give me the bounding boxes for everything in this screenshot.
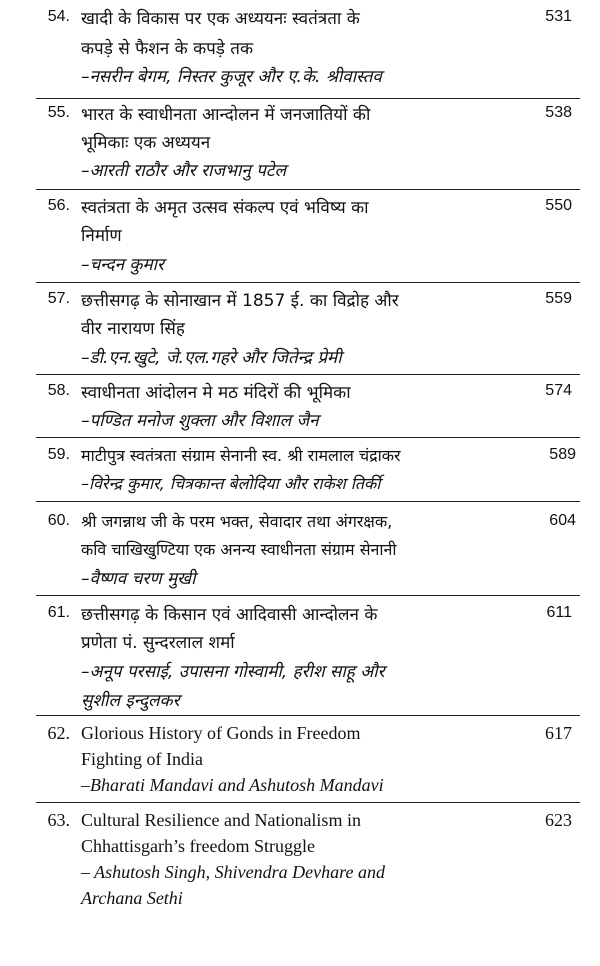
entry-number: 61. [47, 604, 70, 621]
entry-number: 57. [47, 290, 70, 307]
divider [36, 98, 580, 99]
divider [36, 189, 580, 190]
entry-title-line: प्रणेता पं. सुन्दरलाल शर्मा [81, 633, 235, 653]
entry-title-line: भारत के स्वाधीनता आन्दोलन में जनजातियों की [81, 105, 371, 125]
divider [36, 374, 580, 375]
entry-title-line: Fighting of India [81, 749, 203, 769]
divider [36, 282, 580, 283]
entry-author-line: – Ashutosh Singh, Shivendra Devhare and [81, 862, 385, 882]
divider [36, 437, 580, 438]
entry-author-line: –विरेन्द्र कुमार, चित्रकान्त बेलोदिया और राकेश तिर्की [81, 474, 381, 493]
entry-page-number: 559 [545, 290, 572, 307]
entry-author-line: –नसरीन बेगम, निस्तर कुजूर और ए.के. श्रीवास्तव [81, 67, 382, 87]
entry-author-line: –पण्डित मनोज शुक्ला और विशाल जैन [81, 411, 319, 431]
entry-page-number: 531 [545, 8, 572, 25]
entry-title-line: कपड़े से फैशन के कपड़े तक [81, 39, 254, 59]
entry-title-line: निर्माण [81, 226, 122, 246]
entry-title-line: खादी के विकास पर एक अध्ययनः स्वतंत्रता के [81, 9, 360, 29]
entry-page-number: 538 [545, 104, 572, 121]
entry-number: 58. [47, 382, 70, 399]
entry-title-line: भूमिकाः एक अध्ययन [81, 133, 211, 153]
entry-title-line: Chhattisgarh’s freedom Struggle [81, 836, 315, 856]
entry-title-line: छत्तीसगढ़ के सोनाखान में 1857 ई. का विद्रोह और [81, 291, 399, 311]
entry-title-line: कवि चाखिखुण्टिया एक अनन्य स्वाधीनता संग्राम सेनानी [81, 540, 397, 559]
entry-number: 55. [47, 104, 70, 121]
entry-page-number: 611 [546, 604, 572, 621]
entry-title-line: स्वतंत्रता के अमृत उत्सव संकल्प एवं भविष्य का [81, 198, 369, 218]
entry-title-line: Cultural Resilience and Nationalism in [81, 810, 361, 830]
entry-number: 60. [47, 512, 70, 529]
divider [36, 802, 580, 803]
entry-page-number: 617 [545, 723, 572, 743]
entry-title-line: स्वाधीनता आंदोलन मे मठ मंदिरों की भूमिका [81, 383, 351, 403]
entry-number: 56. [47, 197, 70, 214]
entry-number: 62. [47, 723, 70, 743]
entry-author-line: –अनूप परसाई, उपासना गोस्वामी, हरीश साहू और [81, 662, 385, 682]
entry-number: 54. [47, 8, 70, 25]
entry-title-line: वीर नारायण सिंह [81, 319, 185, 339]
entry-number: 63. [47, 810, 70, 830]
entry-author-line: –Bharati Mandavi and Ashutosh Mandavi [81, 775, 384, 795]
entry-author-line: –चन्दन कुमार [81, 255, 164, 275]
divider [36, 501, 580, 502]
entry-author-line: Archana Sethi [81, 888, 183, 908]
entry-page-number: 589 [549, 446, 576, 463]
entry-title-line: छत्तीसगढ़ के किसान एवं आदिवासी आन्दोलन के [81, 605, 378, 625]
entry-page-number: 550 [545, 197, 572, 214]
entry-title-line: Glorious History of Gonds in Freedom [81, 723, 361, 743]
entry-author-line: सुशील इन्दुलकर [81, 691, 180, 711]
entry-page-number: 623 [545, 810, 572, 830]
entry-author-line: –डी.एन.खुटे, जे.एल.गहरे और जितेन्द्र प्रेमी [81, 348, 342, 368]
divider [36, 595, 580, 596]
entry-number: 59. [47, 446, 70, 463]
divider [36, 715, 580, 716]
entry-title-line: श्री जगन्नाथ जी के परम भक्त, सेवादार तथा अंगरक्षक, [81, 512, 393, 531]
entry-title-line: माटीपुत्र स्वतंत्रता संग्राम सेनानी स्व. श्री रामलाल चंद्राकर [81, 446, 401, 465]
entry-page-number: 574 [545, 382, 572, 399]
entry-page-number: 604 [549, 512, 576, 529]
entry-author-line: –वैष्णव चरण मुखी [81, 569, 196, 589]
entry-author-line: –आरती राठौर और राजभानु पटेल [81, 161, 286, 181]
